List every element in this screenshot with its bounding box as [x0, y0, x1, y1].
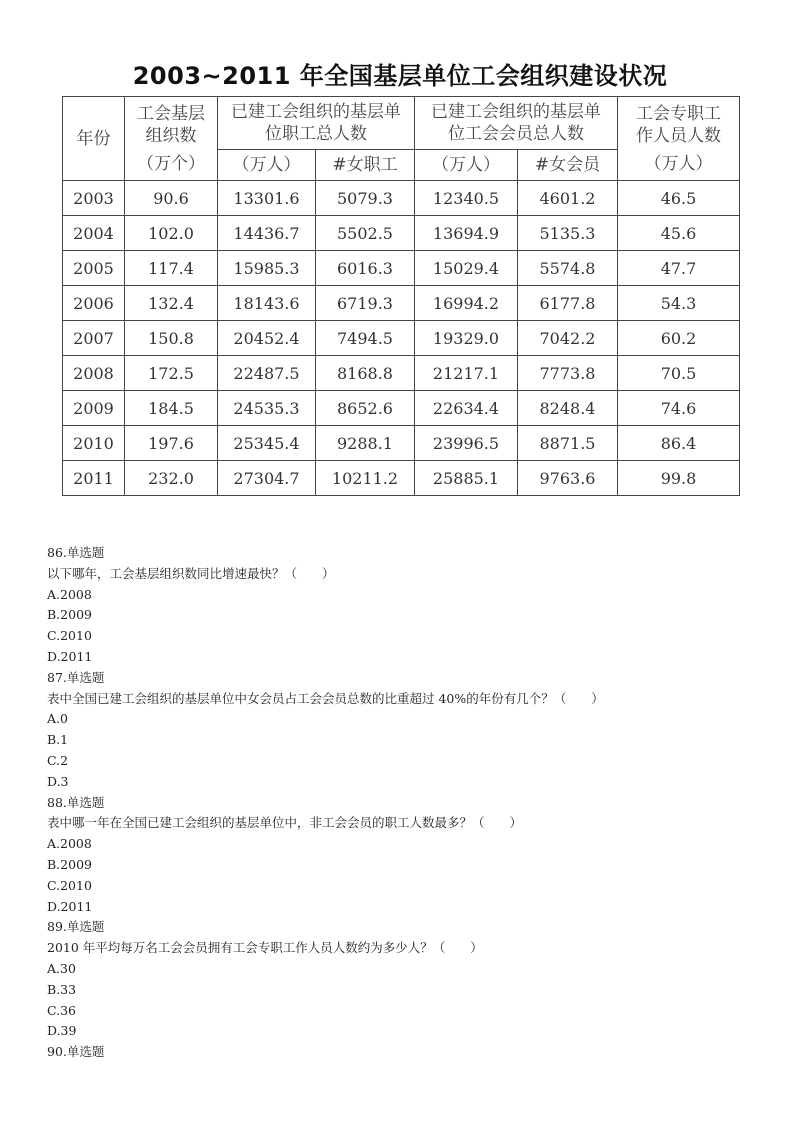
- value-cell: 9288.1: [316, 426, 415, 461]
- answer-option[interactable]: B.1: [47, 732, 69, 748]
- header-orgs-line1: 工会基层: [137, 103, 205, 124]
- year-cell: 2006: [63, 286, 125, 321]
- value-cell: 27304.7: [218, 461, 316, 496]
- value-cell: 23996.5: [415, 426, 518, 461]
- table-title: 2003~2011 年全国基层单位工会组织建设状况: [132, 62, 668, 90]
- value-cell: 5079.3: [316, 181, 415, 216]
- table-row: [63, 181, 740, 216]
- header-members: [415, 97, 618, 150]
- value-cell: 25885.1: [415, 461, 518, 496]
- answer-option[interactable]: A.0: [47, 711, 68, 727]
- value-cell: 19329.0: [415, 321, 518, 356]
- answer-option[interactable]: D.3: [47, 773, 69, 789]
- answer-option[interactable]: A.2008: [47, 586, 92, 602]
- year-cell: 2004: [63, 216, 125, 251]
- value-cell: 74.6: [618, 391, 740, 426]
- value-cell: 20452.4: [218, 321, 316, 356]
- value-cell: 7494.5: [316, 321, 415, 356]
- value-cell: 8871.5: [518, 426, 618, 461]
- question-number: 87.单选题: [47, 669, 105, 685]
- answer-option[interactable]: C.2010: [47, 877, 92, 893]
- value-cell: 60.2: [618, 321, 740, 356]
- header-workers-line2: 位职工总人数: [265, 124, 367, 144]
- value-cell: 4601.2: [518, 181, 618, 216]
- answer-option[interactable]: C.2: [47, 752, 69, 768]
- answer-option[interactable]: A.2008: [47, 836, 92, 852]
- value-cell: 5135.3: [518, 216, 618, 251]
- value-cell: 15985.3: [218, 251, 316, 286]
- header-staff-line1: 工会专职工: [636, 103, 721, 124]
- value-cell: 6016.3: [316, 251, 415, 286]
- value-cell: 12340.5: [415, 181, 518, 216]
- value-cell: 150.8: [125, 321, 218, 356]
- table-row: [63, 356, 740, 391]
- header-workers-line1: 已建工会组织的基层单: [231, 102, 401, 122]
- value-cell: 5574.8: [518, 251, 618, 286]
- table-row: [63, 461, 740, 496]
- value-cell: 6719.3: [316, 286, 415, 321]
- value-cell: 9763.6: [518, 461, 618, 496]
- value-cell: 8652.6: [316, 391, 415, 426]
- value-cell: 117.4: [125, 251, 218, 286]
- year-cell: 2009: [63, 391, 125, 426]
- value-cell: 15029.4: [415, 251, 518, 286]
- answer-option[interactable]: D.2011: [47, 648, 93, 664]
- value-cell: 10211.2: [316, 461, 415, 496]
- header-staff-unit: （万人）: [644, 153, 713, 174]
- value-cell: 90.6: [125, 181, 218, 216]
- question-list: [47, 543, 767, 1063]
- value-cell: 7773.8: [518, 356, 618, 391]
- header-members-line1: 已建工会组织的基层单: [431, 102, 601, 122]
- table-row: [63, 251, 740, 286]
- value-cell: 14436.7: [218, 216, 316, 251]
- value-cell: 6177.8: [518, 286, 618, 321]
- value-cell: 8168.8: [316, 356, 415, 391]
- header-staff-line2: 作人员人数: [636, 125, 721, 146]
- value-cell: 25345.4: [218, 426, 316, 461]
- year-cell: 2011: [63, 461, 125, 496]
- question-text: 2010 年平均每万名工会会员拥有工会专职工作人员人数约为多少人？（ ）: [47, 940, 483, 956]
- value-cell: 54.3: [618, 286, 740, 321]
- value-cell: 8248.4: [518, 391, 618, 426]
- header-year: 年份: [63, 97, 125, 181]
- value-cell: 21217.1: [415, 356, 518, 391]
- year-cell: 2007: [63, 321, 125, 356]
- value-cell: 5502.5: [316, 216, 415, 251]
- header-staff: [618, 97, 740, 181]
- year-cell: 2008: [63, 356, 125, 391]
- question-number: 88.单选题: [47, 794, 105, 810]
- answer-option[interactable]: A.30: [47, 960, 76, 976]
- header-workers: [218, 97, 415, 150]
- stats-table: [62, 96, 740, 496]
- table-row: [63, 426, 740, 461]
- value-cell: 184.5: [125, 391, 218, 426]
- answer-option[interactable]: B.2009: [47, 607, 92, 623]
- header-orgs: [125, 97, 218, 181]
- table-row: [63, 391, 740, 426]
- question-text: 表中全国已建工会组织的基层单位中女会员占工会会员总数的比重超过 40%的年份有几个？（ ）: [47, 690, 604, 706]
- answer-option[interactable]: D.39: [47, 1023, 77, 1039]
- year-cell: 2005: [63, 251, 125, 286]
- answer-option[interactable]: C.2010: [47, 628, 92, 644]
- value-cell: 47.7: [618, 251, 740, 286]
- value-cell: 197.6: [125, 426, 218, 461]
- value-cell: 70.5: [618, 356, 740, 391]
- value-cell: 7042.2: [518, 321, 618, 356]
- value-cell: 18143.6: [218, 286, 316, 321]
- header-female-workers: #女职工: [316, 150, 415, 181]
- answer-option[interactable]: D.2011: [47, 898, 93, 914]
- header-workers-unit: （万人）: [218, 150, 316, 181]
- answer-option[interactable]: B.2009: [47, 856, 92, 872]
- value-cell: 46.5: [618, 181, 740, 216]
- value-cell: 102.0: [125, 216, 218, 251]
- header-members-line2: 位工会会员总人数: [448, 124, 584, 144]
- value-cell: 45.6: [618, 216, 740, 251]
- value-cell: 132.4: [125, 286, 218, 321]
- question-text: 以下哪年，工会基层组织数同比增速最快？（ ）: [47, 565, 335, 581]
- table-row: [63, 216, 740, 251]
- header-members-unit: （万人）: [415, 150, 518, 181]
- value-cell: 86.4: [618, 426, 740, 461]
- question-number: 86.单选题: [47, 545, 105, 560]
- answer-option[interactable]: B.33: [47, 981, 77, 997]
- value-cell: 22487.5: [218, 356, 316, 391]
- value-cell: 172.5: [125, 356, 218, 391]
- table-row: [63, 286, 740, 321]
- question-text: 表中哪一年在全国已建工会组织的基层单位中，非工会会员的职工人数最多？（ ）: [47, 815, 523, 831]
- year-cell: 2003: [63, 181, 125, 216]
- table-row: [63, 321, 740, 356]
- year-cell: 2010: [63, 426, 125, 461]
- value-cell: 13694.9: [415, 216, 518, 251]
- header-orgs-unit: （万个）: [137, 153, 205, 174]
- question-number: 89.单选题: [47, 919, 105, 935]
- question-number: 90.单选题: [47, 1044, 105, 1060]
- table-body: [63, 181, 740, 496]
- answer-option[interactable]: C.36: [47, 1002, 76, 1018]
- value-cell: 16994.2: [415, 286, 518, 321]
- value-cell: 13301.6: [218, 181, 316, 216]
- header-orgs-line2: 组织数: [145, 125, 197, 146]
- value-cell: 99.8: [618, 461, 740, 496]
- header-female-members: #女会员: [518, 150, 618, 181]
- value-cell: 24535.3: [218, 391, 316, 426]
- value-cell: 22634.4: [415, 391, 518, 426]
- value-cell: 232.0: [125, 461, 218, 496]
